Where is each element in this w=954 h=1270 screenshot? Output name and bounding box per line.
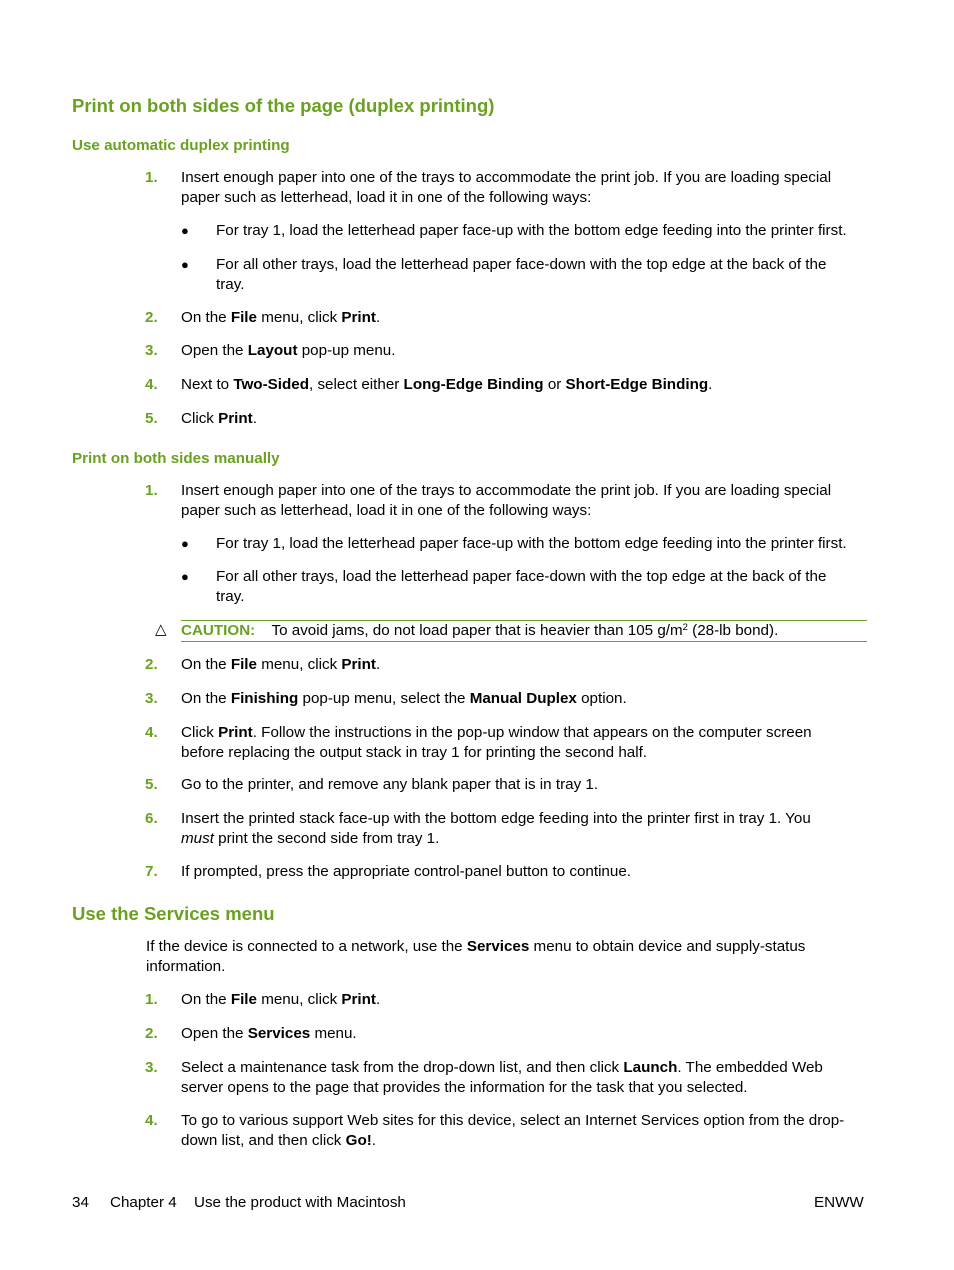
step-number: 3. [145,342,158,359]
step-number: 5. [145,776,158,793]
bullet-icon: ● [181,536,189,551]
step-text: Go to the printer, and remove any blank paper that is in tray 1. [181,776,599,793]
bullet-text: For tray 1, load the letterhead paper face-up with the bottom edge feeding into the printer first. [216,222,847,239]
step-text: On the File menu, click Print. [181,309,381,326]
step-number: 2. [145,1025,158,1042]
subheading-manual-duplex: Print on both sides manually [72,450,280,467]
step-text: Click Print. [181,410,257,427]
section-heading-services: Use the Services menu [72,903,275,924]
step-number: 1. [145,169,158,186]
step-number: 2. [145,309,158,326]
footer-chapter: Chapter 4 [110,1194,177,1211]
step-number: 3. [145,690,158,707]
step-number: 4. [145,376,158,393]
bullet-icon: ● [181,569,189,584]
step-text: Next to Two-Sided, select either Long-Edge Binding or Short-Edge Binding. [181,376,713,393]
bullet-text: For all other trays, load the letterhead paper face-down with the top edge at the back of the tray. [216,256,827,293]
step-text: Insert enough paper into one of the trays to accommodate the print job. If you are loading special paper such as letterhead, load it in one of the following ways: [181,169,832,206]
caution-icon: △ [155,621,167,638]
section-heading-duplex: Print on both sides of the page (duplex printing) [72,95,495,116]
footer-enww: ENWW [814,1194,864,1211]
step-text: Select a maintenance task from the drop-down list, and then click Launch. The embedded Web server opens to the page that provides the information for the task that you selected. [181,1059,823,1096]
step-number: 4. [145,724,158,741]
step-number: 2. [145,656,158,673]
bullet-text: For tray 1, load the letterhead paper face-up with the bottom edge feeding into the printer first. [216,535,847,552]
step-number: 3. [145,1059,158,1076]
caution-bottom-rule [181,641,867,642]
services-intro: If the device is connected to a network, use the Services menu to obtain device and supply-status information. [146,938,806,975]
bullet-icon: ● [181,223,189,238]
step-number: 1. [145,991,158,1008]
step-number: 7. [145,863,158,880]
step-text: Insert enough paper into one of the trays to accommodate the print job. If you are loading special paper such as letterhead, load it in one of the following ways: [181,482,832,519]
step-number: 1. [145,482,158,499]
bullet-text: For all other trays, load the letterhead paper face-down with the top edge at the back of the tray. [216,568,827,605]
step-text: Insert the printed stack face-up with the bottom edge feeding into the printer first in tray 1. You must print the second side from tray 1. [181,810,811,847]
caution-label: CAUTION: [181,622,256,639]
step-text: On the File menu, click Print. [181,991,381,1008]
subheading-automatic-duplex: Use automatic duplex printing [72,137,290,154]
caution-note: CAUTION: To avoid jams, do not load paper that is heavier than 105 $g/m^2$ (28-lb bond). [181,622,779,639]
step-text: Click Print. Follow the instructions in the pop-up window that appears on the computer screen before replacing the output stack in tray 1 for printing the second half. [181,724,812,761]
step-text: On the File menu, click Print. [181,656,381,673]
step-text: On the Finishing pop-up menu, select the Manual Duplex option. [181,690,627,707]
step-text: If prompted, press the appropriate control-panel button to continue. [181,863,631,880]
bullet-icon: ● [181,257,189,272]
step-text: Open the Layout pop-up menu. [181,342,396,359]
step-text: To go to various support Web sites for this device, select an Internet Services option from the drop- down list, and then click Go!. [181,1112,845,1149]
step-text: Open the Services menu. [181,1025,357,1042]
page-number: 34 [72,1194,89,1211]
step-number: 5. [145,410,158,427]
step-number: 4. [145,1112,158,1129]
step-number: 6. [145,810,158,827]
footer-chapter-title: Use the product with Macintosh [194,1194,406,1211]
